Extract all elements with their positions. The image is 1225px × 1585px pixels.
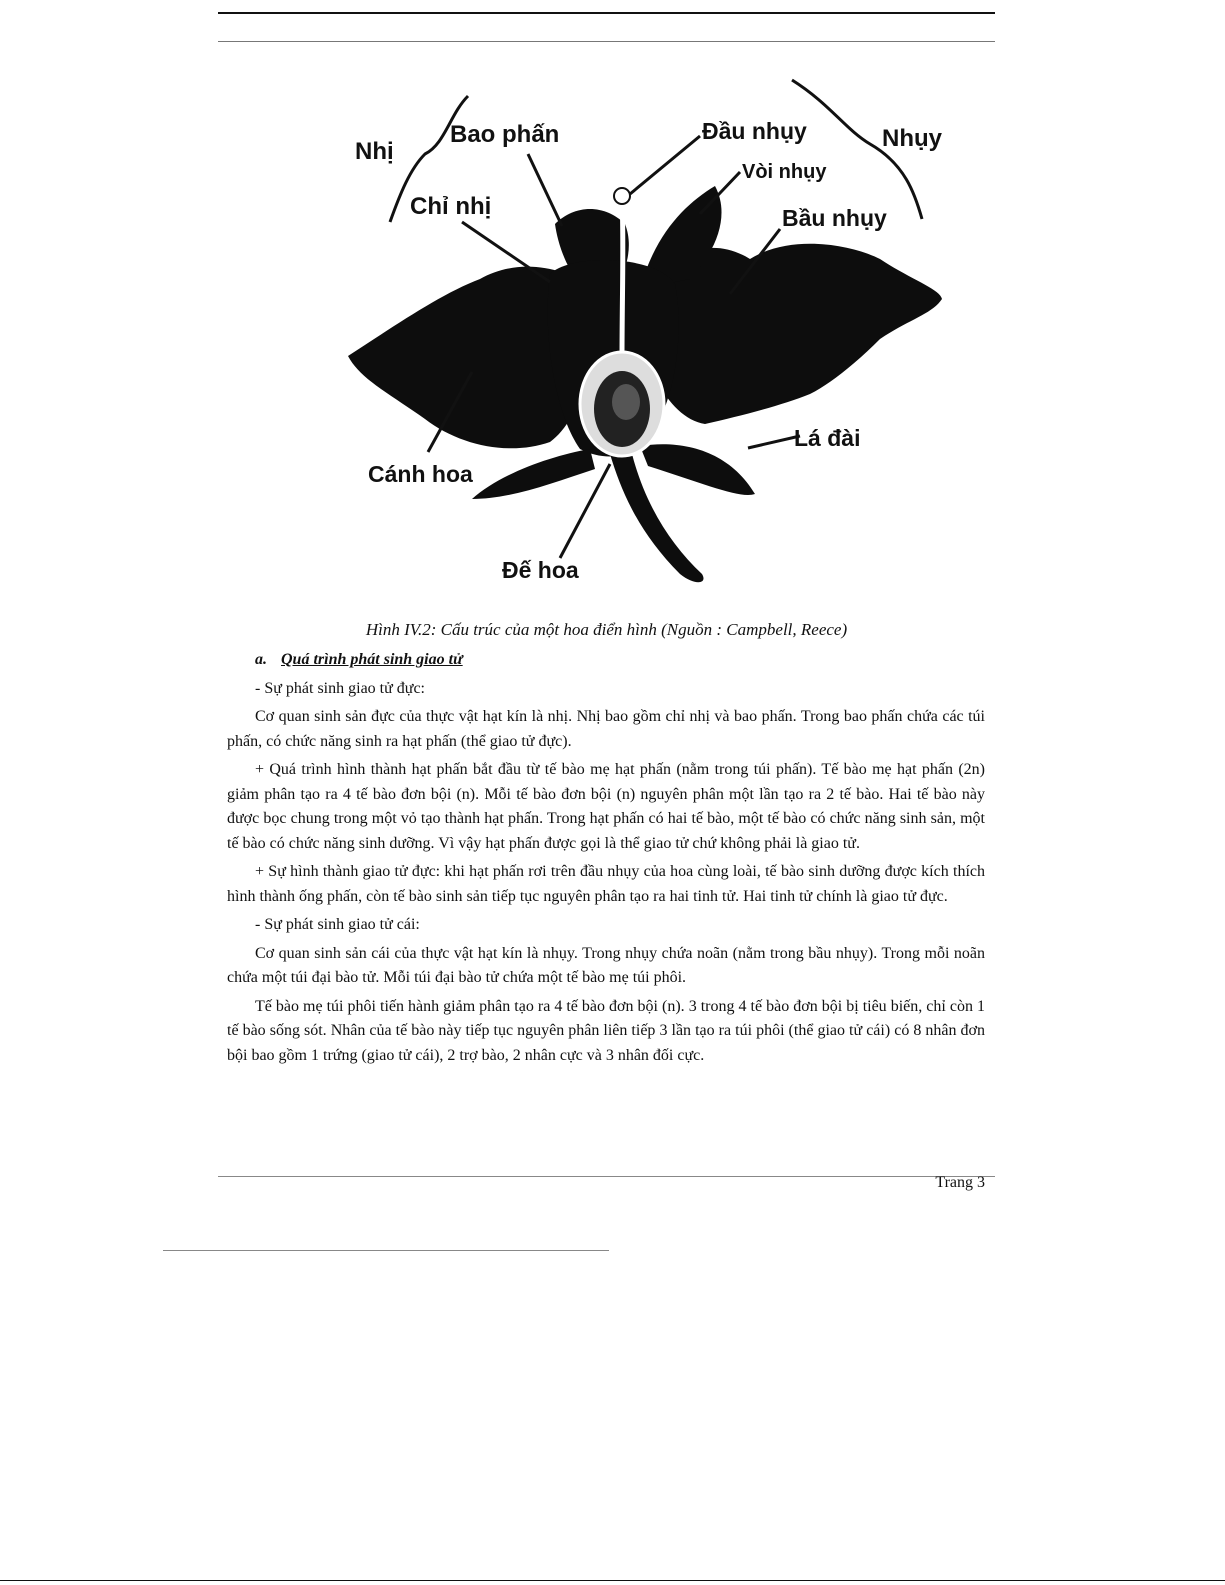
paragraph-male-organ: Cơ quan sinh sản đực của thực vật hạt kín là nhị. Nhị bao gồm chỉ nhị và bao phấn. Trong bao phấn chứa các túi phấn, có chức năng sinh ra hạt phấn (thể giao tử đực). bbox=[227, 708, 985, 750]
flower-diagram bbox=[310, 74, 950, 604]
paragraph-male-gamete: + Sự hình thành giao tử đực: khi hạt phấn rơi trên đầu nhụy của hoa cùng loài, tế bào sinh dưỡng được kích thích hình thành ống phấn, còn tế bào sinh sản tiếp tục nguyên phân tạo ra hai tinh tử. Hai tinh tử chính là giao tử đực. bbox=[227, 863, 985, 905]
section-number: a. bbox=[255, 651, 267, 668]
header-rule-thick bbox=[218, 12, 995, 14]
bottom-rule bbox=[0, 1580, 1225, 1581]
paragraph-female-heading: - Sự phát sinh giao tử cái: bbox=[255, 916, 420, 933]
flower-figure bbox=[310, 74, 950, 604]
footnote-rule bbox=[163, 1250, 609, 1251]
stigma bbox=[614, 188, 630, 204]
paragraph-pollen-formation: + Quá trình hình thành hạt phấn bắt đầu từ tế bào mẹ hạt phấn (nằm trong túi phấn). Tế bào mẹ hạt phấn (2n) giảm phân tạo ra 4 tế bào đơn bội (n). Mỗi tế bào đơn bội (n) nguyên phân một lần tạo ra 2 tế bào. Hai tế bào này được bọc chung trong một vỏ tạo thành hạt phấn. Trong hạt phấn có hai tế bào, một tế bào có chức năng sinh sản, một tế bào có chức năng sinh dưỡng. Vì vậy hạt phấn được gọi là thể giao tử chứ không phải là giao tử. bbox=[227, 761, 985, 852]
paragraph-embryo-sac: Tế bào mẹ túi phôi tiến hành giảm phân tạo ra 4 tế bào đơn bội (n). 3 trong 4 tế bào đơn bội bị tiêu biến, chỉ còn 1 tế bào sống sót. Nhân của tế bào này tiếp tục nguyên phân liên tiếp 3 lần tạo ra túi phôi (thể giao tử cái) có 8 nhân đơn bội bao gồm 1 trứng (giao tử cái), 2 trợ bào, 2 nhân cực và 3 nhân đối cực. bbox=[227, 997, 985, 1064]
label-nhi: Nhị bbox=[355, 138, 394, 165]
label-la-dai: Lá đài bbox=[794, 425, 861, 451]
bao-phan-line bbox=[528, 154, 562, 226]
label-canh-hoa: Cánh hoa bbox=[368, 461, 473, 487]
label-chi-nhi: Chỉ nhị bbox=[410, 193, 492, 220]
figure-caption: Hình IV.2: Cấu trúc của một hoa điển hình (Nguồn : Campbell, Reece) bbox=[365, 620, 848, 639]
paragraph-female-organ: Cơ quan sinh sản cái của thực vật hạt kín là nhụy. Trong nhụy chứa noãn (nằm trong bầu nhụy). Trong mỗi noãn chứa một túi đại bào tử. Mỗi túi đại bào tử chứa một tế bào mẹ túi phôi. bbox=[227, 944, 985, 986]
label-voi-nhuy: Vòi nhụy bbox=[742, 161, 827, 183]
label-de-hoa: Đế hoa bbox=[502, 557, 579, 583]
lower-left-petal bbox=[472, 449, 595, 499]
lower-right-petal bbox=[640, 444, 755, 495]
style-line bbox=[622, 199, 623, 359]
header-rule-thin bbox=[218, 41, 995, 42]
section-heading bbox=[227, 648, 985, 673]
label-bao-phan: Bao phấn bbox=[450, 121, 560, 148]
label-bau-nhuy: Bầu nhụy bbox=[782, 205, 887, 231]
body-content bbox=[227, 648, 985, 1072]
section-title: Quá trình phát sinh giao tử bbox=[281, 651, 463, 668]
ovule bbox=[612, 384, 640, 420]
label-nhuy: Nhụy bbox=[882, 125, 942, 152]
la-dai-line bbox=[748, 436, 800, 448]
label-dau-nhuy: Đầu nhụy bbox=[702, 118, 807, 144]
paragraph-male-heading: - Sự phát sinh giao tử đực: bbox=[255, 679, 425, 697]
page-number: Trang 3 bbox=[935, 1174, 985, 1191]
dau-nhuy-line bbox=[630, 136, 700, 194]
footer-rule bbox=[218, 1176, 995, 1177]
